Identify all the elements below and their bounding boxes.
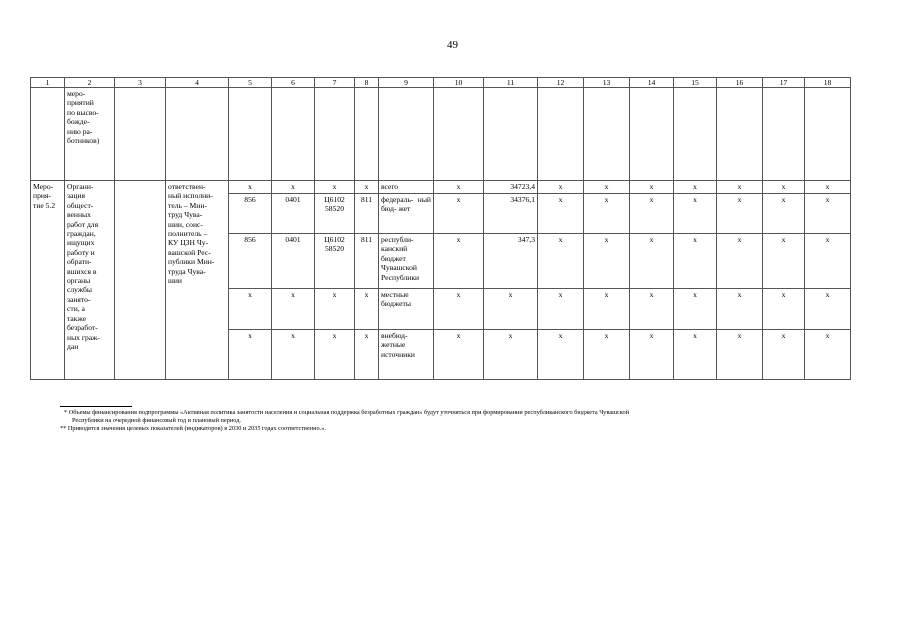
header-cell: 9 <box>379 78 434 88</box>
amount-cell: 34376,1 <box>484 194 538 234</box>
table-cell: x <box>630 181 674 194</box>
footnote-1-continuation: Республики на очередной финансовый год и плановый период. <box>72 417 241 424</box>
table-cell: x <box>434 289 484 330</box>
table-cell: x <box>674 330 717 380</box>
table-cell: x <box>272 289 315 330</box>
table-cell: x <box>272 181 315 194</box>
table-cell: x <box>434 330 484 380</box>
table-cell: 811 <box>355 234 379 289</box>
table-cell: 856 <box>229 194 272 234</box>
table-cell: x <box>717 234 763 289</box>
continued-name-cell: меро- приятий по высво- божде- нию ра- ботников) <box>65 88 115 181</box>
table-cell <box>584 88 630 181</box>
table-cell: x <box>538 194 584 234</box>
measure-name-cell: Органи- зация общест- венных работ для граждан, ищущих работу и обрати- вшихся в органы службы занято- сти, а также безработ- ных граж- дан <box>65 181 115 380</box>
table-cell: x <box>315 330 355 380</box>
funding-source-cell: республи- канский бюджет Чувашской Республики <box>379 234 434 289</box>
header-cell: 7 <box>315 78 355 88</box>
header-cell: 17 <box>763 78 805 88</box>
executor-cell: ответствен- ный исполни- тель – Мин- труд Чува- шии, соис- полнитель – КУ ЦЗН Чу- вашской Рес- публики Мин- труда Чува- шии <box>166 181 229 380</box>
table-cell: 0401 <box>272 194 315 234</box>
funding-source-cell: внебюд- жетные источники <box>379 330 434 380</box>
table-cell: x <box>763 194 805 234</box>
table-cell <box>630 88 674 181</box>
header-cell: 15 <box>674 78 717 88</box>
header-cell: 10 <box>434 78 484 88</box>
page-number: 49 <box>447 39 458 51</box>
table-cell: 0401 <box>272 234 315 289</box>
program-table <box>30 77 851 380</box>
table-cell: x <box>584 234 630 289</box>
table-cell: x <box>763 289 805 330</box>
header-cell: 12 <box>538 78 584 88</box>
table-cell: x <box>805 330 851 380</box>
table-cell: x <box>630 289 674 330</box>
table-row <box>31 181 851 194</box>
table-cell: x <box>538 289 584 330</box>
footnote-divider <box>60 406 132 407</box>
table-cell: x <box>674 194 717 234</box>
header-cell: 8 <box>355 78 379 88</box>
table-cell <box>717 88 763 181</box>
table-cell: Ц6102 58520 <box>315 234 355 289</box>
amount-cell: x <box>484 330 538 380</box>
table-cell: Ц6102 58520 <box>315 194 355 234</box>
header-cell: 6 <box>272 78 315 88</box>
table-cell <box>674 88 717 181</box>
funding-source-cell: всего <box>379 181 434 194</box>
measure-number-cell: Меро- прия- тие 5.2 <box>31 181 65 380</box>
header-row <box>31 78 851 88</box>
table-cell: x <box>674 181 717 194</box>
table-cell: x <box>272 330 315 380</box>
table-cell: x <box>805 194 851 234</box>
header-cell: 18 <box>805 78 851 88</box>
table-cell: x <box>434 181 484 194</box>
table-cell <box>355 88 379 181</box>
table-cell: x <box>674 289 717 330</box>
header-cell: 14 <box>630 78 674 88</box>
table-cell: x <box>674 234 717 289</box>
continuation-row <box>31 88 851 181</box>
amount-cell: 347,3 <box>484 234 538 289</box>
funding-source-cell: местные бюджеты <box>379 289 434 330</box>
table-cell: x <box>315 181 355 194</box>
funding-source-cell: федераль- ный бюд- жет <box>379 194 434 234</box>
table-cell: x <box>630 194 674 234</box>
table-cell: x <box>229 330 272 380</box>
table-cell: x <box>584 289 630 330</box>
table-cell <box>229 88 272 181</box>
amount-cell: x <box>484 289 538 330</box>
table-cell: x <box>805 234 851 289</box>
header-cell: 2 <box>65 78 115 88</box>
table-cell: x <box>630 234 674 289</box>
table-cell: x <box>355 330 379 380</box>
amount-cell: 34723,4 <box>484 181 538 194</box>
footnotes <box>60 406 860 433</box>
header-cell: 16 <box>717 78 763 88</box>
footnote-2: ** Приводятся значения целевых показателей (индикаторов) в 2030 и 2035 годах соответственно.». <box>60 425 326 432</box>
header-cell: 13 <box>584 78 630 88</box>
table-cell: x <box>538 234 584 289</box>
table-cell: x <box>805 181 851 194</box>
table-cell <box>115 88 166 181</box>
table-cell <box>272 88 315 181</box>
header-cell: 11 <box>484 78 538 88</box>
table-cell: 811 <box>355 194 379 234</box>
table-cell: x <box>717 181 763 194</box>
table-cell <box>166 88 229 181</box>
table-cell <box>434 88 484 181</box>
table-cell <box>31 88 65 181</box>
header-cell: 3 <box>115 78 166 88</box>
table-cell: x <box>763 181 805 194</box>
table-cell: x <box>630 330 674 380</box>
table-cell: 856 <box>229 234 272 289</box>
table-cell: x <box>538 330 584 380</box>
table-cell: x <box>229 181 272 194</box>
table-cell: x <box>717 330 763 380</box>
table-cell: x <box>763 234 805 289</box>
table-cell <box>805 88 851 181</box>
table-cell <box>379 88 434 181</box>
table-cell: x <box>538 181 584 194</box>
table-cell: x <box>717 194 763 234</box>
table-cell: x <box>763 330 805 380</box>
table-cell <box>115 181 166 380</box>
header-cell: 1 <box>31 78 65 88</box>
table-cell: x <box>584 330 630 380</box>
table-cell <box>763 88 805 181</box>
table-cell: x <box>434 234 484 289</box>
table-cell: x <box>355 289 379 330</box>
table-cell <box>315 88 355 181</box>
header-cell: 5 <box>229 78 272 88</box>
table-cell: x <box>805 289 851 330</box>
table-cell: x <box>434 194 484 234</box>
table-cell <box>538 88 584 181</box>
header-cell: 4 <box>166 78 229 88</box>
table-cell: x <box>315 289 355 330</box>
table-cell: x <box>717 289 763 330</box>
table-cell: x <box>584 181 630 194</box>
table-cell: x <box>229 289 272 330</box>
footnote-1: * Объемы финансирования подпрограммы «Активная политика занятости населения и социальная поддержка безработных граждан» будут уточняться при формировании республиканского бюджета Чувашской <box>64 409 630 416</box>
table-cell <box>484 88 538 181</box>
table-cell: x <box>355 181 379 194</box>
table-cell: x <box>584 194 630 234</box>
